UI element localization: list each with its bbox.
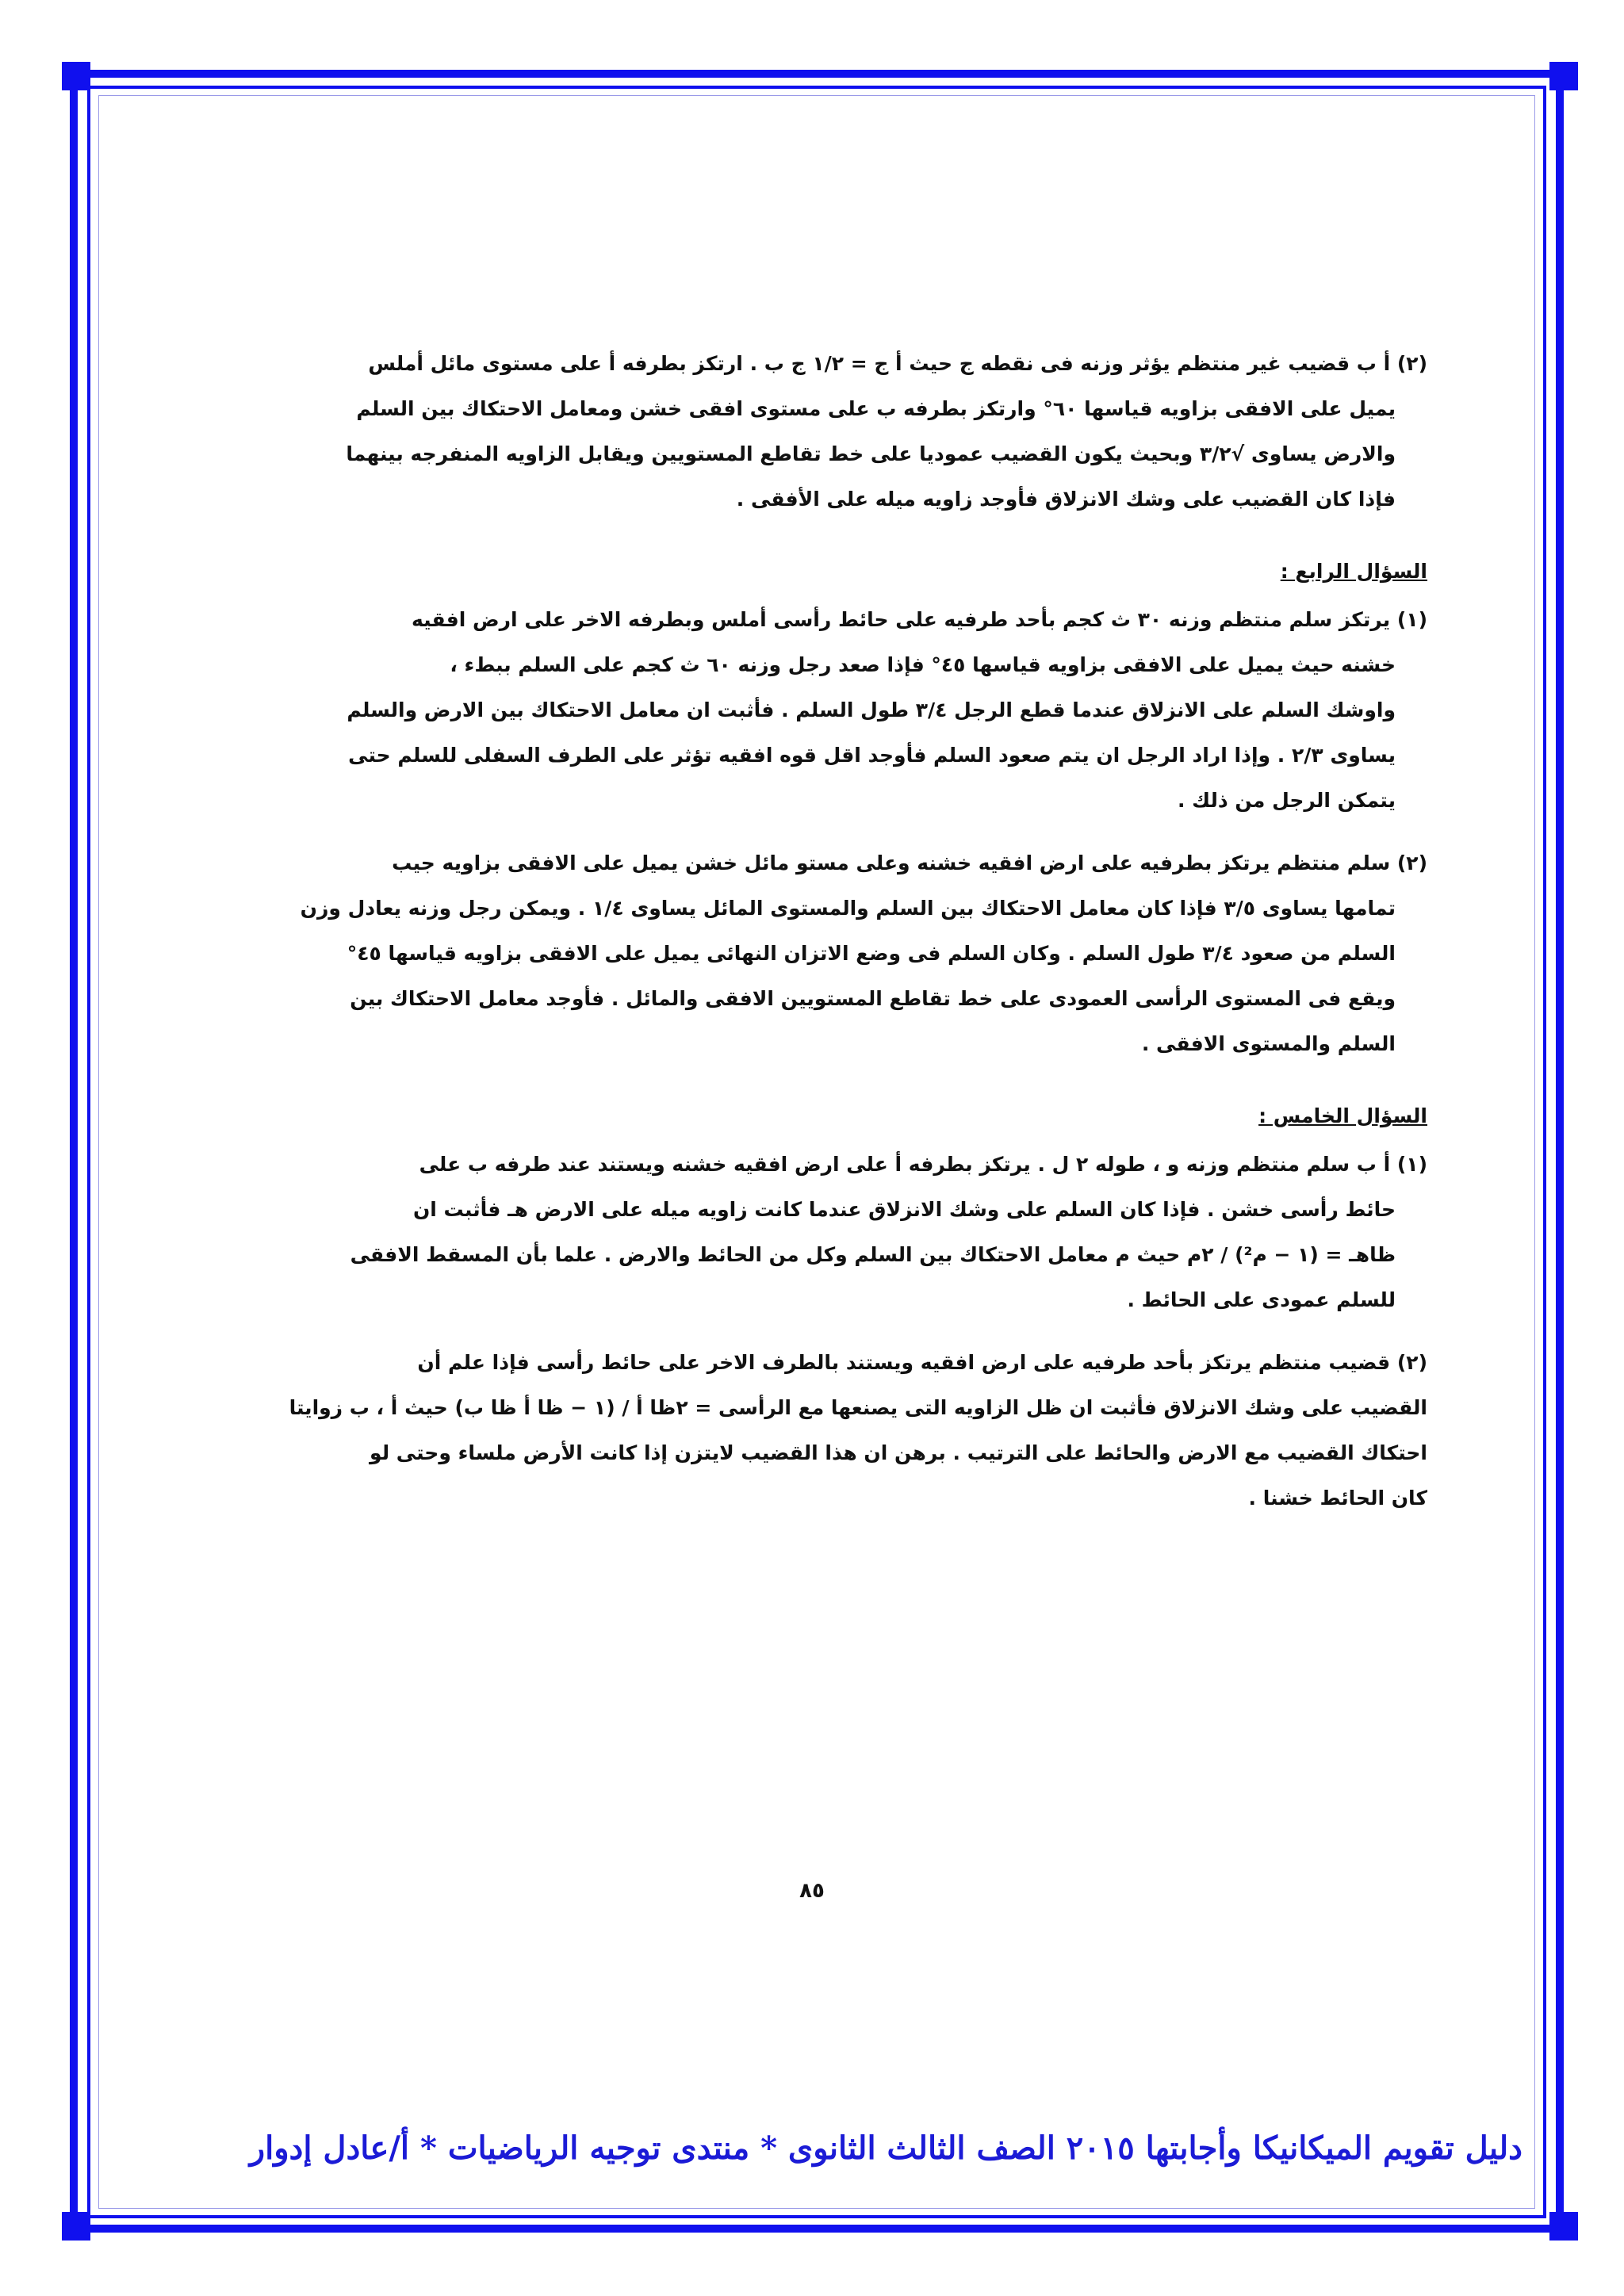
question-5-part-1 — [230, 1142, 1427, 1322]
text-line: ظاهـ = (١ − م²) / ٢م حيث م معامل الاحتكاك بين السلم وكل من الحائط والارض . علما بأن المسقط الافقى — [350, 1243, 1396, 1266]
footer-caption: دليل تقويم الميكانيكا وأجابتها ٢٠١٥ الصف الثالث الثانوى * منتدى توجيه الرياضيات * أ/عادل إدوار — [249, 2130, 1522, 2167]
page-number: ٨٥ — [799, 1879, 825, 1903]
text-line: احتكاك القضيب مع الارض والحائط على الترتيب . برهن ان هذا القضيب لايتزن إذا كانت الأرض ملساء وحتى لو — [370, 1441, 1427, 1464]
text-line: (٢) أ ب قضيب غير منتظم يؤثر وزنه فى نقطه ج حيث أ ج = ١/٢ ج ب . ارتكز بطرفه أ على مستوى مائل أملس — [368, 352, 1427, 375]
question-5-part-2 — [230, 1340, 1427, 1521]
text-line: ويقع فى المستوى الرأسى العمودى على خط تقاطع المستويين الافقى والمائل . فأوجد معامل الاحتكاك بين — [350, 987, 1396, 1010]
text-line: كان الحائط خشنا . — [1248, 1487, 1427, 1510]
heading-text: السؤال الخامس : — [1258, 1104, 1427, 1127]
text-line: السلم والمستوى الافقى . — [1141, 1032, 1396, 1055]
text-line: والارض يساوى √٣/٢ وبحيث يكون القضيب عموديا على خط تقاطع المستويين ويقابل الزاويه المنفرجه بينهما — [346, 442, 1396, 465]
border-corner-bottom-right — [1549, 2212, 1578, 2241]
text-line: السلم من صعود ٣/٤ طول السلم . وكان السلم فى وضع الاتزان النهائى يميل على الافقى بزاويه قياسها ٤٥° — [347, 942, 1396, 965]
border-corner-top-right — [1549, 62, 1578, 90]
text-line: (١) يرتكز سلم منتظم وزنه ٣٠ ث كجم بأحد طرفيه على حائط رأسى أملس وبطرفه الاخر على ارض افقيه — [412, 608, 1427, 631]
border-corner-top-left — [62, 62, 90, 90]
section-heading-question-5 — [230, 1093, 1427, 1138]
text-line: فإذا كان القضيب على وشك الانزلاق فأوجد زاويه ميله على الأفقى . — [736, 488, 1396, 511]
section-heading-question-4 — [230, 549, 1427, 594]
text-line: تمامها يساوى ٣/٥ فإذا كان معامل الاحتكاك بين السلم والمستوى المائل يساوى ١/٤ . ويمكن رجل وزنه يعادل وزن — [300, 897, 1396, 920]
text-line: (٢) قضيب منتظم يرتكز بأحد طرفيه على ارض افقيه ويستند بالطرف الاخر على حائط رأسى فإذا علم أن — [417, 1351, 1427, 1374]
document-body — [230, 341, 1427, 1538]
text-line: للسلم عمودى على الحائط . — [1127, 1288, 1396, 1311]
text-line: القضيب على وشك الانزلاق فأثبت ان ظل الزاويه التى يصنعها مع الرأسى = ٢ظا أ / (١ − ظا أ ظا ب) حيث أ ، ب زوايتا — [289, 1396, 1427, 1419]
text-line: واوشك السلم على الانزلاق عندما قطع الرجل ٣/٤ طول السلم . فأثبت ان معامل الاحتكاك بين الارض والسلم — [347, 698, 1396, 721]
border-corner-bottom-left — [62, 2212, 90, 2241]
question-4-part-2 — [230, 840, 1427, 1066]
text-line: خشنه حيث يميل على الافقى بزاويه قياسها ٤٥° فإذا صعد رجل وزنه ٦٠ ث كجم على السلم ببطء ، — [450, 653, 1396, 676]
text-line: يساوى ٢/٣ . وإذا اراد الرجل ان يتم صعود السلم فأوجد اقل قوه افقيه تؤثر على الطرف السفلى للسلم حتى — [348, 744, 1396, 767]
text-line: يميل على الافقى بزاويه قياسها ٦٠° وارتكز بطرفه ب على مستوى افقى خشن ومعامل الاحتكاك بين السلم — [356, 397, 1396, 420]
text-line: حائط رأسى خشن . فإذا كان السلم على وشك الانزلاق عندما كانت زاويه ميله على الارض هـ فأثبت ان — [412, 1198, 1396, 1221]
question-4-part-1 — [230, 597, 1427, 823]
heading-text: السؤال الرابع : — [1280, 560, 1427, 583]
question-3-part-2 — [230, 341, 1427, 522]
text-line: يتمكن الرجل من ذلك . — [1177, 789, 1396, 812]
text-line: (٢) سلم منتظم يرتكز بطرفيه على ارض افقيه خشنه وعلى مستو مائل خشن يميل على الافقى بزاويه جيب — [392, 851, 1427, 874]
text-line: (١) أ ب سلم منتظم وزنه و ، طوله ٢ ل . يرتكز بطرفه أ على ارض افقيه خشنه ويستند عند طرفه ب على — [419, 1153, 1427, 1176]
